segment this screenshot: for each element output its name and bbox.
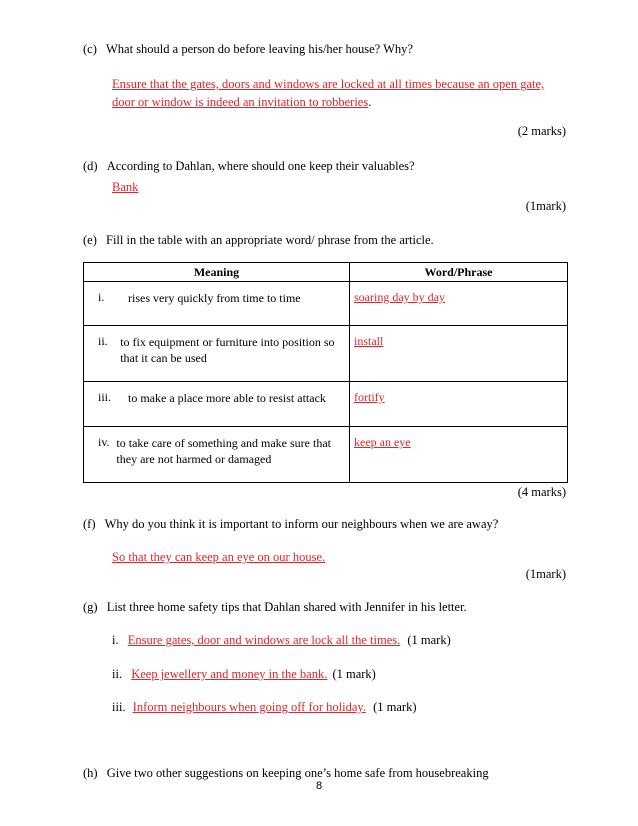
question-d [83,159,415,174]
table-row [84,282,568,326]
question-e-label: (e) [83,233,97,247]
question-g [83,600,467,615]
marks-d: (1mark) [525,199,566,213]
meaning-text: to take care of something and make sure that they are not harmed or damaged [116,436,331,466]
meaning-cell [84,326,350,382]
question-c-label: (c) [83,42,97,56]
question-g-text: List three home safety tips that Dahlan shared with Jennifer in his letter. [106,600,467,614]
question-f-label: (f) [83,517,96,531]
word-answer: keep an eye [354,435,411,449]
word-answer: install [354,334,384,348]
question-h [83,766,489,781]
item-number: i. [112,633,119,647]
item-mark: (1 mark) [373,700,417,714]
question-f-text: Why do you think it is important to inform our neighbours when we are away? [104,517,499,531]
answer-f: So that they can keep an eye on our house. [112,550,326,564]
meaning-text: to fix equipment or furniture into position so that it can be used [120,335,335,365]
meaning-cell [84,427,350,483]
marks-c: (2 marks) [517,124,566,138]
item-answer: Keep jewellery and money in the bank. [131,667,328,681]
page-number: 8 [316,780,323,792]
item-mark: (1 mark) [407,633,451,647]
question-e [83,233,434,248]
table-row [84,427,568,483]
item-number: iii. [112,700,126,714]
item-answer: Ensure gates, door and windows are lock all the times. [127,633,401,647]
item-number: ii. [112,667,123,681]
table-header-row [84,263,568,282]
meaning-text: to make a place more able to resist attack [128,391,326,405]
row-number: i. [98,290,105,304]
row-number: ii. [98,334,108,348]
marks-e: (4 marks) [517,485,566,499]
vocabulary-table [83,262,568,483]
meaning-cell [84,282,350,326]
word-answer: soaring day by day [354,290,445,304]
question-e-text: Fill in the table with an appropriate word/ phrase from the article. [106,233,434,247]
list-item [112,633,451,648]
question-c [83,42,413,57]
question-d-text: According to Dahlan, where should one keep their valuables? [106,159,415,173]
meaning-cell [84,382,350,427]
question-g-label: (g) [83,600,98,614]
marks-f: (1mark) [525,567,566,581]
word-answer: fortify [354,390,385,404]
question-f [83,517,498,532]
list-item [112,700,416,715]
table-row [84,382,568,427]
question-h-text: Give two other suggestions on keeping one’s home safe from housebreaking [106,766,489,780]
question-c-text: What should a person do before leaving his/her house? Why? [106,42,413,56]
header-meaning: Meaning [84,263,350,282]
header-word-phrase: Word/Phrase [350,263,568,282]
word-cell [350,427,568,483]
item-answer: Inform neighbours when going off for holiday. [132,700,366,714]
answer-c-line1: Ensure that the gates, doors and windows are locked at all times because an open gate, [112,77,545,91]
word-cell [350,282,568,326]
word-cell [350,326,568,382]
answer-c-line2-text: door or window is indeed an invitation to robberies [112,95,369,109]
answer-c-line2 [112,95,371,110]
item-mark: (1 mark) [332,667,376,681]
answer-c-period: . [368,95,372,109]
word-cell [350,382,568,427]
question-h-label: (h) [83,766,98,780]
row-number: iii. [98,390,112,404]
meaning-text: rises very quickly from time to time [128,291,301,305]
question-d-label: (d) [83,159,98,173]
table-row [84,326,568,382]
answer-d: Bank [112,180,139,194]
row-number: iv. [98,435,110,449]
list-item [112,667,376,682]
